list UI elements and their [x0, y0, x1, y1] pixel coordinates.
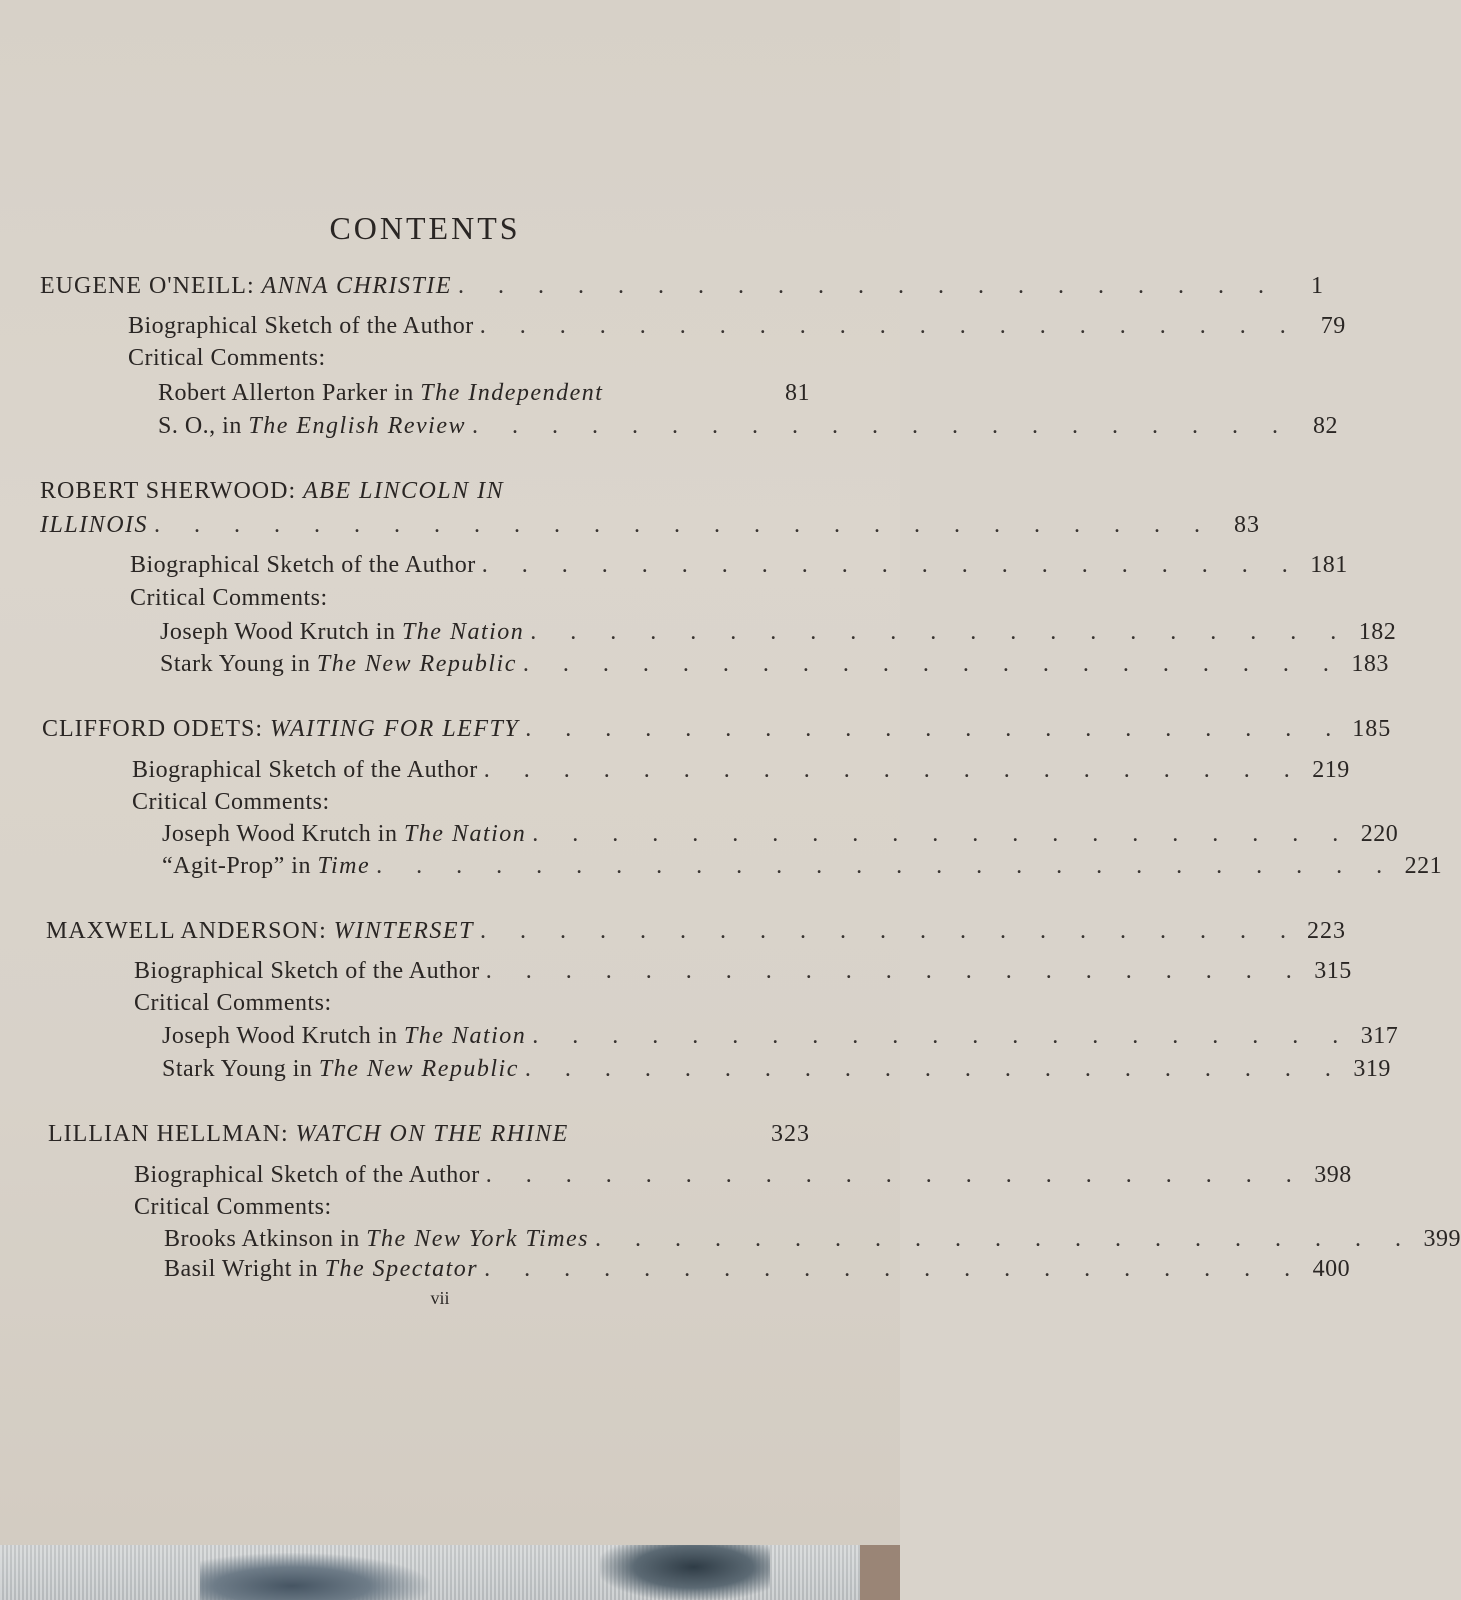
comments-label: Critical Comments: — [134, 990, 332, 1016]
toc-entry-comment — [162, 853, 1443, 880]
dot-leader: . . . . . . . . . . . . . . . . . . . . . . . . . . — [376, 853, 1397, 879]
source-title: The Independent — [420, 380, 604, 406]
sketch-label: Biographical Sketch of the Author — [134, 958, 480, 984]
toc-entry-comment — [164, 1226, 1461, 1253]
dot-leader: . . . . . . . . . . . . . . . . . . . . . — [524, 1056, 1345, 1082]
dot-leader: . . . . . . . . . . . . . . . . . . . . . — [525, 716, 1346, 742]
author-name: EUGENE O'NEILL: — [40, 273, 255, 299]
dot-leader: . . . . . . . . . . . . . . . . . . . . . — [479, 918, 1300, 944]
toc-entry-play — [48, 1121, 810, 1148]
author-name: MAXWELL ANDERSON: — [46, 918, 327, 944]
dot-leader: . . . . . . . . . . . . . . . . . . . . . — [595, 1226, 1416, 1252]
comments-label: Critical Comments: — [132, 789, 330, 815]
dot-leader: . . . . . . . . . . . . . . . . . . . . . — [484, 1256, 1305, 1282]
source-title: The English Review — [248, 413, 466, 439]
play-title: WINTERSET — [333, 918, 474, 944]
dot-leader: . . . . . . . . . . . . . . . . . . . . . — [530, 619, 1351, 645]
page-number: 319 — [1353, 1056, 1391, 1082]
comments-label: Critical Comments: — [134, 1194, 332, 1220]
toc-entry-comment — [160, 651, 1389, 678]
critic-name: “Agit-Prop” in — [162, 853, 311, 879]
toc-entry-play-cont — [40, 512, 1261, 539]
dot-leader: . . . . . . . . . . . . . . . . . . . . . — [458, 273, 1279, 299]
source-title: The New York Times — [366, 1226, 590, 1252]
source-title: The New Republic — [318, 1056, 519, 1082]
page-number: 185 — [1352, 716, 1392, 742]
critic-name: Robert Allerton Parker in — [158, 380, 414, 406]
toc-entry-sketch — [128, 313, 1346, 340]
dot-leader: . . . . . . . . . . . . . . . . . . . . . — [479, 313, 1300, 339]
source-title: The Spectator — [324, 1256, 479, 1282]
source-title: The Nation — [403, 1023, 527, 1049]
toc-entry-comment — [162, 1023, 1399, 1050]
toc-entry-play — [46, 918, 1346, 945]
critic-name: Joseph Wood Krutch in — [160, 619, 396, 645]
sketch-label: Biographical Sketch of the Author — [128, 313, 474, 339]
critic-name: S. O., in — [158, 413, 242, 439]
page-number: 219 — [1312, 757, 1350, 783]
dot-leader: . . . . . . . . . . . . . . . . . . . . . — [485, 958, 1306, 984]
dot-leader: . . . . . . . . . . . . . . . . . . . . . — [522, 651, 1343, 677]
critic-name: Brooks Atkinson in — [164, 1226, 360, 1252]
toc-entry-sketch — [134, 1162, 1352, 1189]
critic-name: Basil Wright in — [164, 1256, 319, 1282]
page-number: 1 — [1311, 273, 1325, 299]
page-number: 399 — [1423, 1226, 1461, 1252]
fabric-leaf-pattern — [200, 1553, 430, 1600]
play-title: ABE LINCOLN IN — [303, 478, 505, 504]
page-number: 182 — [1358, 619, 1397, 645]
page-number: 83 — [1234, 512, 1261, 538]
page-number: 181 — [1310, 552, 1348, 578]
toc-entry-sketch — [130, 552, 1348, 579]
critic-name: Stark Young in — [162, 1056, 313, 1082]
comments-label: Critical Comments: — [128, 345, 326, 371]
dot-leader: . . . . . . . . . . . . . . . . . . . . . — [485, 1162, 1306, 1188]
page-folio: vii — [430, 1288, 450, 1308]
source-title: The Nation — [403, 821, 527, 847]
critic-name: Stark Young in — [160, 651, 311, 677]
source-title: Time — [317, 853, 371, 879]
page-number: 79 — [1320, 313, 1346, 339]
toc-entry-comment — [162, 1056, 1391, 1083]
toc-entry-comment — [162, 821, 1399, 848]
source-title: The New Republic — [316, 651, 517, 677]
author-name: ROBERT SHERWOOD: — [40, 478, 297, 504]
play-title: WAITING FOR LEFTY — [270, 716, 520, 742]
play-title-cont: ILLINOIS — [40, 512, 149, 538]
dot-leader: . . . . . . . . . . . . . . . . . . . . . — [481, 552, 1302, 578]
toc-entry-play — [40, 273, 1325, 300]
page-title: CONTENTS — [329, 210, 521, 246]
critic-name: Joseph Wood Krutch in — [162, 821, 398, 847]
dot-leader: . . . . . . . . . . . . . . . . . . . . . — [483, 757, 1304, 783]
page-number: 82 — [1313, 413, 1338, 439]
page-number: 400 — [1312, 1256, 1351, 1282]
author-name: CLIFFORD ODETS: — [42, 716, 264, 742]
page-number: 398 — [1314, 1162, 1352, 1188]
page-number: 317 — [1360, 1023, 1399, 1049]
fabric-leaf-pattern — [600, 1545, 770, 1600]
page-number: 81 — [785, 380, 810, 406]
dot-leader: . . . . . . . . . . . . . . . . . . . . . — [532, 821, 1353, 847]
fabric-background — [0, 1545, 900, 1600]
dot-leader: . . . . . . . . . . . . . . . . . . . . . — [532, 1023, 1353, 1049]
page-number: 315 — [1314, 958, 1352, 984]
fabric-edge — [860, 1545, 900, 1600]
critic-name: Joseph Wood Krutch in — [162, 1023, 398, 1049]
page-number: 221 — [1404, 853, 1443, 879]
sketch-label: Biographical Sketch of the Author — [132, 757, 478, 783]
page-number: 323 — [771, 1121, 810, 1147]
toc-entry-sketch — [134, 958, 1352, 985]
toc-entry-comment — [160, 619, 1397, 646]
play-title: WATCH ON THE RHINE — [295, 1121, 569, 1147]
toc-entry-comment — [164, 1256, 1351, 1283]
toc-entry-play — [40, 478, 504, 505]
toc-entry-play — [42, 716, 1392, 743]
dot-leader: . . . . . . . . . . . . . . . . . . . . . . . . . . . — [154, 512, 1215, 538]
play-title: ANNA CHRISTIE — [261, 273, 453, 299]
toc-entry-sketch — [132, 757, 1350, 784]
source-title: The Nation — [401, 619, 525, 645]
author-name: LILLIAN HELLMAN: — [48, 1121, 289, 1147]
toc-entry-comment — [158, 413, 1338, 440]
sketch-label: Biographical Sketch of the Author — [130, 552, 476, 578]
page-number: 183 — [1351, 651, 1389, 677]
comments-label: Critical Comments: — [130, 585, 328, 611]
dot-leader: . . . . . . . . . . . . . . . . . . . . . — [472, 413, 1292, 439]
page-number: 223 — [1306, 918, 1346, 944]
toc-entry-comment — [158, 380, 810, 407]
page-number: 220 — [1360, 821, 1399, 847]
sketch-label: Biographical Sketch of the Author — [134, 1162, 480, 1188]
